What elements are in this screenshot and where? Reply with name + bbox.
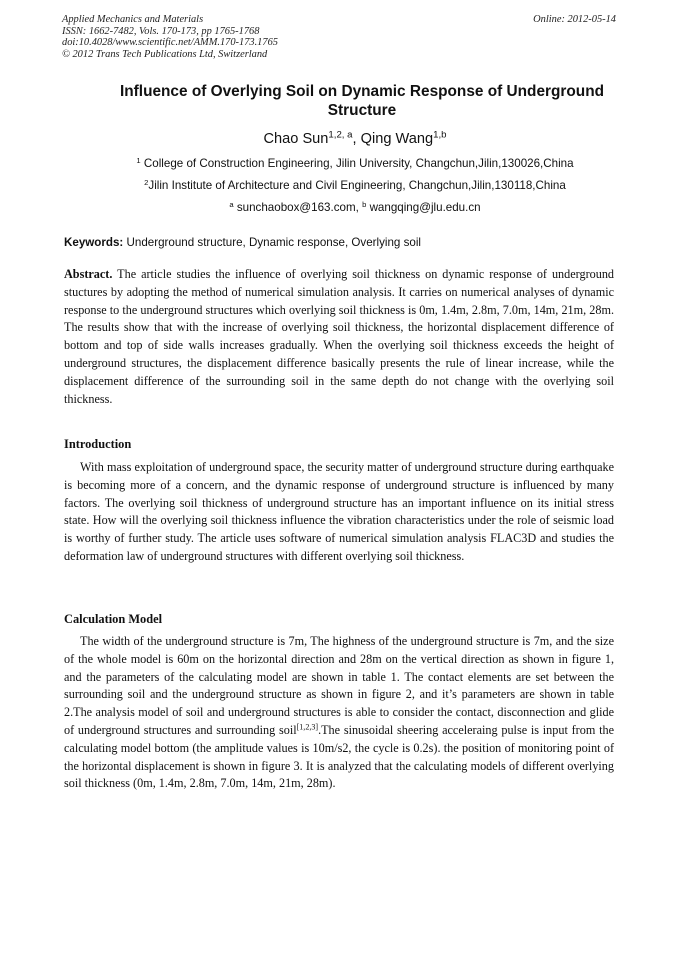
email-b-sup: b (362, 199, 367, 209)
online-date: Online: 2012-05-14 (533, 14, 616, 25)
doi-line: doi:10.4028/www.scientific.net/AMM.170-173.1765 (62, 37, 278, 49)
title-line-1: Influence of Overlying Soil on Dynamic Response of Underground (119, 83, 604, 100)
affiliation-1-text: College of Construction Engineering, Jilin University, Changchun,Jilin,130026,China (143, 157, 574, 170)
journal-header (62, 14, 616, 60)
email-a: sunchaobox@163.com, (236, 201, 359, 214)
author-2-sup: 1,b (433, 129, 447, 141)
introduction-paragraph: With mass exploitation of underground space, the security matter of underground structure during earthquake is becoming more of a concern, and the dynamic response of underground structure is influenced by many factors. The overlying soil thickness of underground structure has an important influence on its initial stress state. How will the overlying soil thickness influence the vibration characteristics under the role of seismic load is worthy of further study. The article uses software of numerical simulation analysis FLAC3D and studies the deformation law of underground structures with different overlying soil thickness. (64, 460, 614, 563)
email-b: wangqing@jlu.edu.cn (369, 201, 481, 214)
abstract-text: The article studies the influence of overlying soil thickness on dynamic response of underground stuctures by adopting the method of numerical simulation analysis. It carries on numerical analyses of dynamic response to the underground structures which overlying soil thickness is 0m, 1.4m, 2.8m, 7.0m, 14m, 21m, 28m. The results show that with the increase of overlying soil thickness, the horizontal displacement difference of bottom and top of side walls increases gradually. When the overlying soil thickness exceeds the height of underground structures, the displacement difference basically presents the rule of linear increase, while the displacement difference of the surrounding soil in the same depth do not change with the overlying soil thickness. (64, 267, 615, 406)
issn-line: ISSN: 1662-7482, Vols. 170-173, pp 1765-1768 (62, 25, 260, 37)
affiliation-2 (30, 179, 678, 192)
calculation-model-heading: Calculation Model (64, 612, 163, 626)
calculation-model-paragraph (64, 633, 614, 793)
author-list (30, 131, 678, 147)
email-a-sup: a (229, 199, 234, 209)
keywords-text: Underground structure, Dynamic response, Overlying soil (126, 236, 421, 249)
reference-citation: [1,2,3] (296, 722, 319, 732)
author-1-sup: 1,2, a (328, 129, 353, 141)
abstract-label: Abstract. (64, 267, 113, 281)
calc-model-text-2: .The sinusoidal sheering acceleraing pulse is input from the calculating model bottom (the amplitude values is 10m/s2, the cycle is 0.2s). the position of monitoring point of the horizontal displacement is shown in figure 3. It is analyzed that the calculating models of different overlying soil thickness (0m, 1.4m, 2.8m, 7.0m, 14m, 21m, 28m). (64, 722, 614, 791)
keywords (64, 236, 624, 249)
email-line (30, 201, 678, 214)
author-separator: , (352, 131, 361, 147)
title-line-2: Structure (327, 102, 397, 119)
author-2-name: Qing Wang (360, 131, 434, 147)
abstract (64, 266, 614, 408)
introduction-heading: Introduction (64, 437, 132, 451)
journal-name: Applied Mechanics and Materials (62, 14, 204, 25)
affiliation-1 (30, 157, 678, 170)
keywords-label: Keywords: (64, 236, 124, 249)
affiliation-2-sup: 2 (144, 177, 149, 187)
author-1-name: Chao Sun (263, 131, 329, 147)
paper-title (62, 82, 662, 120)
affiliation-1-sup: 1 (136, 155, 141, 165)
affiliation-2-text: Jilin Institute of Architecture and Civil Engineering, Changchun,Jilin,130118,China (148, 179, 566, 192)
calc-model-text-1: The width of the underground structure is 7m, The highness of the underground structure is 7m, and the size of the whole model is 60m on the horizontal direction and 28m on the vertical direction as shown in figure 1, and the parameters of the calculating model are shown in table 1. The contact elements are set between the surrounding soil and the underground structure as shown in figure 2, and it’s parameters are shown in table 2.The analysis model of soil and underground structures is able to consider the contact, disconnection and glide of underground structures and surrounding soil (64, 634, 614, 737)
copyright-line: © 2012 Trans Tech Publications Ltd, Switzerland (62, 48, 268, 60)
